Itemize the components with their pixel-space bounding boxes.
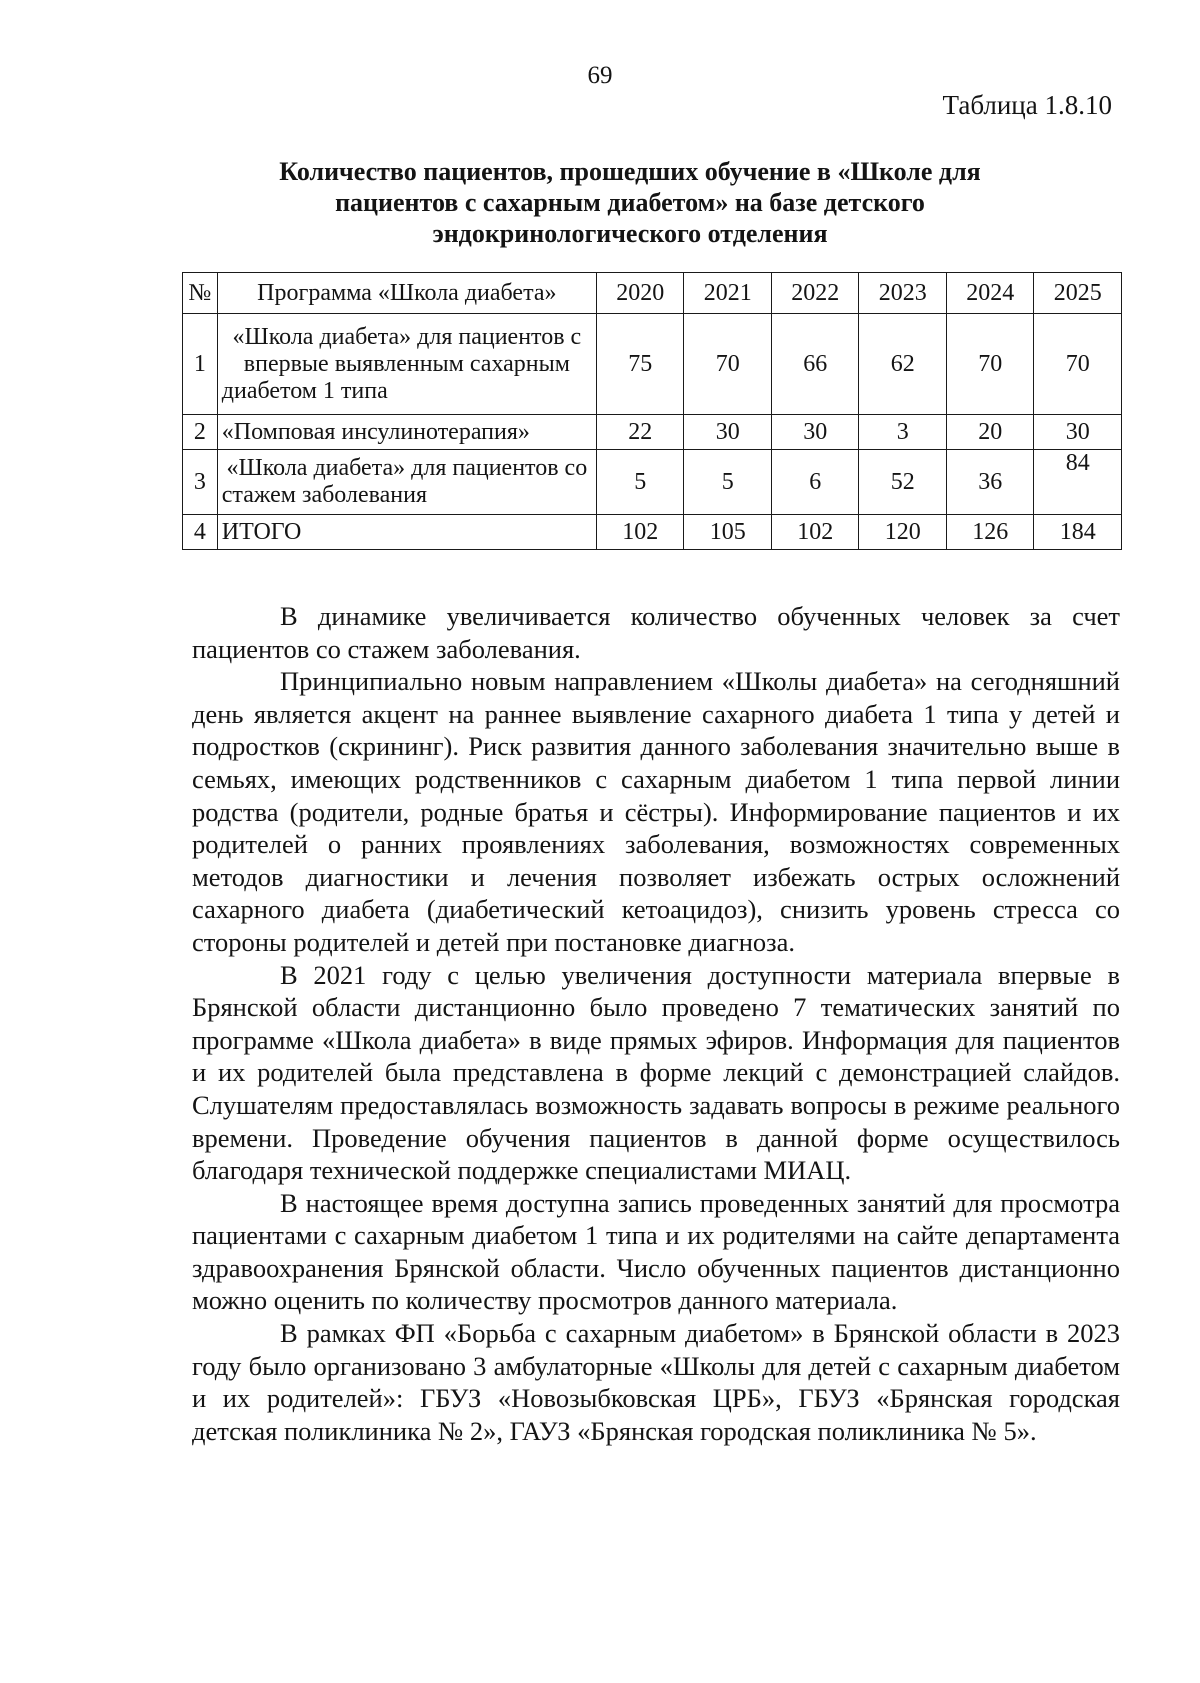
row-program: «Школа диабета» для пациентов с впервые выявленным сахарным диабетом 1 типа <box>217 314 596 415</box>
row-value: 62 <box>859 314 947 415</box>
header-year-2021: 2021 <box>684 273 772 314</box>
row-value: 70 <box>946 314 1034 415</box>
header-number: № <box>183 273 218 314</box>
row-number: 1 <box>183 314 218 415</box>
paragraph: В настоящее время доступна запись проведенных занятий для просмотра пациентами с сахарным диабетом 1 типа и их родителями на сайте департамента здравоохранения Брянской области. Число обученных пациентов дистанционно можно оценить по количеству просмотров данного материала. <box>192 1187 1120 1316</box>
row-value: 70 <box>684 314 772 415</box>
row-value: 126 <box>946 515 1034 550</box>
table-title-line: Количество пациентов, прошедших обучение в «Школе для <box>279 157 981 186</box>
paragraph: В динамике увеличивается количество обученных человек за счет пациентов со стажем заболевания. <box>192 601 1120 664</box>
row-value: 6 <box>771 450 859 515</box>
row-number: 2 <box>183 415 218 450</box>
row-value: 70 <box>1034 314 1122 415</box>
row-value: 52 <box>859 450 947 515</box>
header-year-2023: 2023 <box>859 273 947 314</box>
row-value: 184 <box>1034 515 1122 550</box>
table-row <box>183 450 1122 515</box>
paragraph: Принципиально новым направлением «Школы диабета» на сегодняшний день является акцент на раннее выявление сахарного диабета 1 типа у детей и подростков (скрининг). Риск развития данного заболевания значительно выше в семьях, имеющих родственников с сахарным диабетом 1 типа первой линии родства (родители, родные братья и сёстры). Информирование пациентов и их родителей о ранних проявлениях заболевания, возможностях современных методов диагностики и лечения позволяет избежать острых осложнений сахарного диабета (диабетический кетоацидоз), снизить уровень стресса со стороны родителей и детей при постановке диагноза. <box>192 666 1120 957</box>
table-header-row <box>183 273 1122 314</box>
patients-training-table <box>182 272 1122 550</box>
table-title-line: эндокринологического отделения <box>432 219 828 248</box>
header-year-2025: 2025 <box>1034 273 1122 314</box>
row-value: 5 <box>684 450 772 515</box>
row-number: 4 <box>183 515 218 550</box>
header-year-2024: 2024 <box>946 273 1034 314</box>
row-value: 84 <box>1034 450 1122 515</box>
row-value: 66 <box>771 314 859 415</box>
table-row <box>183 314 1122 415</box>
row-value: 20 <box>946 415 1034 450</box>
row-program: «Помповая инсулинотерапия» <box>217 415 596 450</box>
row-number: 3 <box>183 450 218 515</box>
row-value: 30 <box>771 415 859 450</box>
row-value: 3 <box>859 415 947 450</box>
paragraph: В рамках ФП «Борьба с сахарным диабетом» в Брянской области в 2023 году было организовано 3 амбулаторные «Школы для детей с сахарным диабетом и их родителей»: ГБУЗ «Новозыбковская ЦРБ», ГБУЗ «Брянская городская детская поликлиника № 2», ГАУЗ «Брянская городская поликлиника № 5». <box>192 1318 1120 1446</box>
row-value: 5 <box>596 450 684 515</box>
row-value: 102 <box>596 515 684 550</box>
row-value: 105 <box>684 515 772 550</box>
header-year-2022: 2022 <box>771 273 859 314</box>
table-row <box>183 415 1122 450</box>
row-value: 30 <box>1034 415 1122 450</box>
row-value: 22 <box>596 415 684 450</box>
row-program: ИТОГО <box>217 515 596 550</box>
row-value: 75 <box>596 314 684 415</box>
paragraph: В 2021 году с целью увеличения доступности материала впервые в Брянской области дистанционно было проведено 7 тематических занятий по программе «Школа диабета» в виде прямых эфиров. Информация для пациентов и их родителей была представлена в форме лекций с демонстрацией слайдов. Слушателям предоставлялась возможность задавать вопросы в режиме реального времени. Проведение обучения пациентов в данной форме осуществилось благодаря технической поддержке специалистами МИАЦ. <box>192 959 1120 1186</box>
body-text <box>192 600 1120 1447</box>
table-title <box>200 156 1060 249</box>
header-year-2020: 2020 <box>596 273 684 314</box>
row-value: 30 <box>684 415 772 450</box>
row-value: 36 <box>946 450 1034 515</box>
header-program: Программа «Школа диабета» <box>217 273 596 314</box>
table-title-line: пациентов с сахарным диабетом» на базе детского <box>335 188 925 217</box>
row-program: «Школа диабета» для пациентов со стажем заболевания <box>217 450 596 515</box>
row-value: 102 <box>771 515 859 550</box>
table-row-total <box>183 515 1122 550</box>
table-label: Таблица 1.8.10 <box>942 90 1112 120</box>
page-number: 69 <box>587 62 613 89</box>
row-value: 120 <box>859 515 947 550</box>
